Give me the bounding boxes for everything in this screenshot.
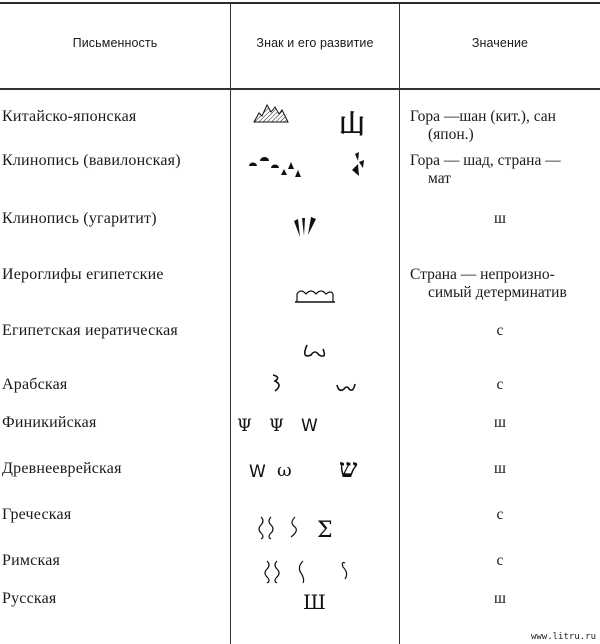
- phoenician-shin-1: Ψ: [237, 416, 252, 436]
- header-meaning: Значение: [471, 36, 529, 50]
- meaning-line: мат: [428, 170, 451, 187]
- table-top-rule: [0, 2, 600, 4]
- chinese-mountain-glyph: 山: [339, 110, 366, 140]
- arabic-signs-icon: [231, 366, 399, 406]
- meaning: с: [496, 322, 504, 339]
- hebrew-shin-2: ω: [277, 460, 292, 481]
- phoenician-shin-2: Ψ: [269, 416, 284, 436]
- phoenician-shin-3: W: [301, 416, 318, 436]
- script-name: Иероглифы египетские: [2, 266, 164, 283]
- script-name: Арабская: [2, 376, 68, 393]
- meaning: ш: [494, 210, 506, 227]
- meaning: с: [496, 506, 504, 523]
- svg-text:Σ: Σ: [317, 518, 333, 543]
- meaning: с: [496, 552, 504, 569]
- script-name: Русская: [2, 590, 57, 607]
- ugaritic-shin-icon: [231, 210, 399, 250]
- script-name: Древнееврейская: [2, 460, 122, 477]
- sign-cell: [231, 416, 399, 456]
- hebrew-shin-1: W: [249, 462, 266, 482]
- greek-sigma-icon: [231, 506, 399, 546]
- meaning: [410, 266, 567, 302]
- script-name: Китайско-японская: [2, 108, 137, 125]
- land-hieroglyph-icon: [231, 274, 399, 314]
- meaning: [410, 152, 561, 188]
- mountain-pictogram-icon: [253, 102, 289, 124]
- sign-cell: [231, 98, 399, 138]
- meaning-line: Гора —шан (кит.), сан: [410, 108, 556, 125]
- meaning: с: [496, 376, 504, 393]
- script-name: Клинопись (угаритит): [2, 210, 157, 227]
- meaning-line: симый детерминатив: [428, 284, 567, 301]
- meaning-line: Страна — непроизно-: [410, 266, 555, 283]
- hieratic-sign-icon: [231, 330, 399, 370]
- russian-sha-glyph: Ш: [303, 590, 326, 614]
- script-name: Греческая: [2, 506, 72, 523]
- meaning: ш: [494, 460, 506, 477]
- sign-cell: [231, 454, 399, 498]
- meaning: ш: [494, 590, 506, 607]
- script-name: Египетская иератическая: [2, 322, 178, 339]
- meaning: [410, 108, 556, 144]
- meaning-line: Гора — шад, страна —: [410, 152, 561, 169]
- roman-s-icon: [231, 552, 399, 592]
- table-header-rule: [0, 88, 600, 90]
- watermark: www.litru.ru: [530, 632, 596, 642]
- cuneiform-sequence-icon: [231, 146, 399, 186]
- script-name: Финикийская: [2, 414, 97, 431]
- header-script: Письменность: [72, 36, 158, 50]
- script-name: Римская: [2, 552, 61, 569]
- script-name: Клинопись (вавилонская): [2, 152, 181, 169]
- meaning-line: (япон.): [428, 126, 474, 143]
- meaning: ш: [494, 414, 506, 431]
- hebrew-shin-3: ש: [339, 454, 358, 484]
- header-sign: Знак и его развитие: [256, 36, 374, 50]
- sign-cell: [231, 590, 399, 630]
